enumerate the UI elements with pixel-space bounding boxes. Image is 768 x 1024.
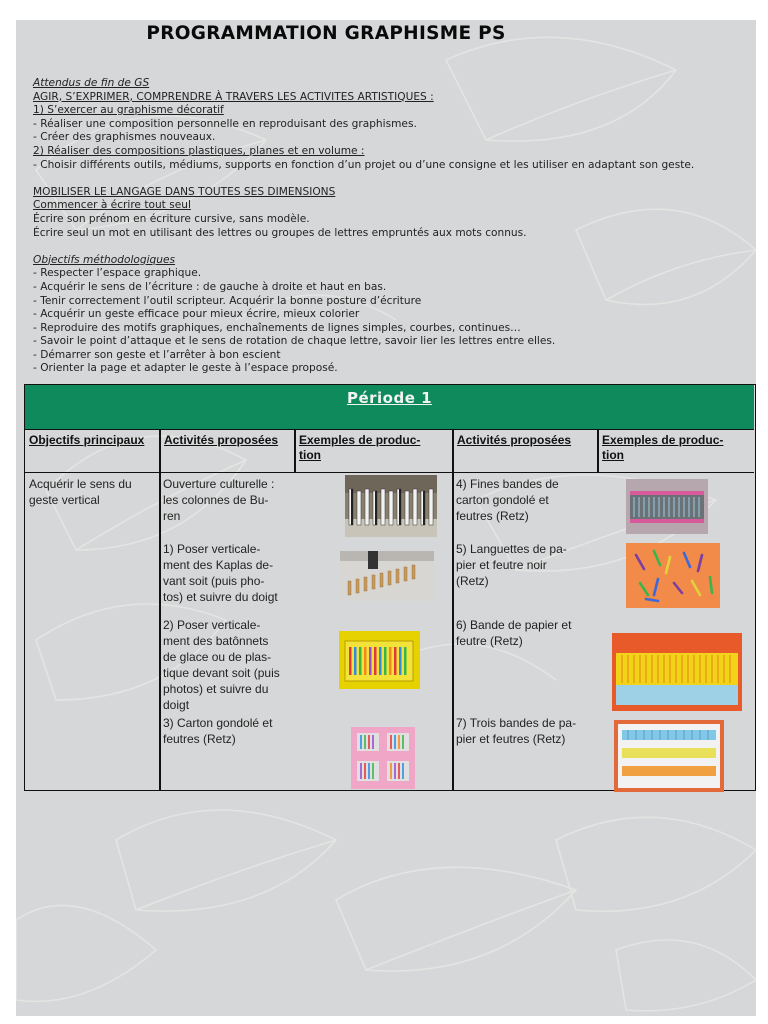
spacer (33, 240, 753, 254)
column-divider (294, 430, 296, 473)
section-2-line: - Choisir différents outils, médiums, supports en fonction d’un projet ou d’une consigne et les utiliser en adaptant son geste. (33, 158, 695, 171)
activity-fines-bandes: 4) Fines bandes de carton gondolé et feutres (Retz) (456, 477, 559, 523)
objective-item: - Respecter l’espace graphique. (33, 267, 202, 280)
activity-trois-bandes: 7) Trois bandes de pa- pier et feutres (Retz) (456, 716, 577, 746)
objective-item: - Acquérir un geste efficace pour mieux écrire, mieux colorier (33, 308, 360, 321)
header-exemples-left: Exemples de produc- tion (295, 430, 453, 473)
photo-buren-columns (345, 475, 437, 537)
header-exemples-right: Exemples de produc- tion (598, 430, 754, 473)
activity-batonnets: 2) Poser verticale- ment des batônnets de glace ou de plas- tique devant soit (puis photos) et suivre du doigt (163, 618, 280, 712)
objective-item: - Tenir correctement l’outil scripteur. Acquérir la bonne posture d’écriture (33, 294, 422, 307)
photo-batonnets (339, 631, 420, 689)
document-page (16, 20, 756, 1016)
spacer (33, 172, 753, 186)
activity-culture: Ouverture culturelle : les colonnes de Bu- ren (163, 477, 275, 523)
column-divider (597, 430, 599, 473)
section-2-heading: 2) Réaliser des compositions plastiques, planes et en volume : (33, 144, 365, 157)
period-label: Période 1 (346, 389, 433, 407)
activity-languettes: 5) Languettes de pa- pier et feutre noir (Retz) (456, 542, 567, 588)
activity-kaplas: 1) Poser verticale- ment des Kaplas de- vant soit (puis pho- tos) et suivre du doigt (163, 542, 278, 604)
activity-carton-gondole: 3) Carton gondolé et feutres (Retz) (163, 716, 273, 746)
objective-item: - Démarrer son geste et l’arrêter à bon escient (33, 348, 281, 361)
section-1-heading: 1) S’exercer au graphisme décoratif (33, 104, 224, 117)
photo-bande-papier (612, 633, 742, 711)
photo-kaplas (340, 551, 434, 601)
photo-fines-bandes (626, 479, 708, 534)
photo-carton-gondole (351, 727, 415, 789)
photo-trois-bandes (614, 720, 724, 792)
activity-bande-papier: 6) Bande de papier et feutre (Retz) (456, 618, 572, 648)
ecrire-heading: Commencer à écrire tout seul (33, 199, 191, 212)
langage-heading: MOBILISER LE LANGAGE DANS TOUTES SES DIMENSIONS (33, 185, 336, 198)
section-1-line: - Réaliser une composition personnelle en reproduisant des graphismes. (33, 117, 417, 130)
objective-item: - Reproduire des motifs graphiques, enchaînements de lignes simples, courbes, continues… (33, 321, 521, 334)
photo-languettes (626, 543, 720, 608)
objective-item: - Acquérir le sens de l’écriture : de gauche à droite et haut en bas. (33, 280, 387, 293)
header-activites-right: Activités proposées (453, 430, 598, 473)
column-divider (452, 430, 454, 790)
objective-item: - Orienter la page et adapter le geste à l’espace proposé. (33, 362, 338, 375)
section-1-line: - Créer des graphismes nouveaux. (33, 131, 216, 144)
agir-heading: AGIR, S’EXPRIMER, COMPRENDRE À TRAVERS LES ACTIVITES ARTISTIQUES : (33, 90, 434, 103)
attendus-heading: Attendus de fin de GS (33, 77, 150, 89)
objective-item: - Savoir le point d’attaque et le sens de rotation de chaque lettre, savoir lier les lettres entre elles. (33, 335, 556, 348)
programme-table (24, 384, 756, 791)
header-activites-left: Activités proposées (160, 430, 295, 473)
objective-cell: Acquérir le sens du geste vertical (29, 477, 132, 507)
period-header (25, 385, 754, 430)
page-title: PROGRAMMATION GRAPHISME PS (146, 23, 506, 44)
ecrire-line: Écrire son prénom en écriture cursive, sans modèle. (33, 212, 310, 225)
column-divider (159, 430, 161, 790)
ecrire-line: Écrire seul un mot en utilisant des lettres ou groupes de lettres empruntés aux mots connus. (33, 226, 527, 239)
header-objectifs: Objectifs principaux (25, 430, 160, 473)
intro-section (33, 77, 753, 376)
objectifs-heading: Objectifs méthodologiques (33, 253, 176, 266)
